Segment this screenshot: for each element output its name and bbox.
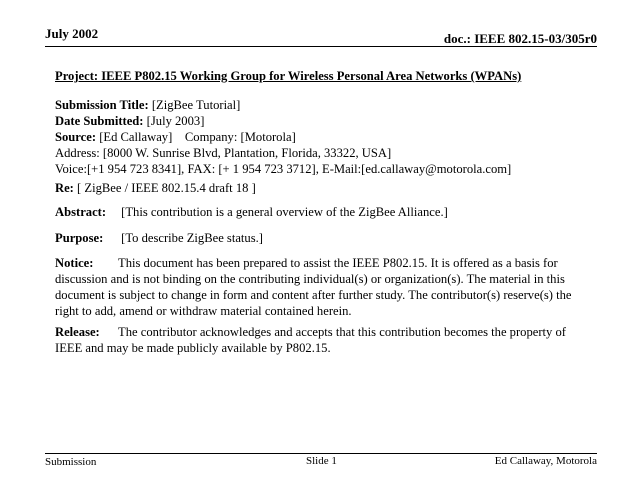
notice-block bbox=[55, 255, 585, 319]
project-title: Project: IEEE P802.15 Working Group for Wireless Personal Area Networks (WPANs) bbox=[55, 69, 522, 83]
purpose-row bbox=[55, 230, 585, 246]
release-label: Release: bbox=[55, 325, 100, 339]
release-block bbox=[55, 324, 585, 356]
footer-rule bbox=[45, 453, 597, 454]
abstract-row bbox=[55, 204, 585, 220]
contact-row: Voice:[+1 954 723 8341], FAX: [+ 1 954 723 3712], E-Mail:[ed.callaway@motorola.com] bbox=[55, 162, 512, 176]
date-submitted-value: [July 2003] bbox=[146, 114, 205, 128]
notice-label: Notice: bbox=[55, 256, 94, 270]
purpose-label: Purpose: bbox=[55, 231, 104, 245]
submission-title-label: Submission Title: bbox=[55, 98, 149, 112]
footer-left: Submission bbox=[45, 456, 97, 468]
header-rule bbox=[45, 46, 597, 47]
address-row: Address: [8000 W. Sunrise Blvd, Plantation, Florida, 33322, USA] bbox=[55, 146, 392, 160]
source-row bbox=[55, 129, 585, 145]
notice-text: This document has been prepared to assist the IEEE P802.15. It is offered as a basis for discussion and is not binding on the contributing individual(s) or organization(s). The material in this document is subject to change in form and content after further study. The contributor(s) reserve(s) the right to add, amend or withdraw material contained herein. bbox=[55, 256, 572, 318]
date-submitted-row bbox=[55, 113, 585, 129]
re-row bbox=[55, 180, 585, 196]
submission-title-value: [ZigBee Tutorial] bbox=[151, 98, 241, 112]
header-doc-id: doc.: IEEE 802.15-03/305r0 bbox=[443, 31, 597, 46]
abstract-text: [This contribution is a general overview of the ZigBee Alliance.] bbox=[121, 205, 448, 219]
source-value: [Ed Callaway] Company: [Motorola] bbox=[99, 130, 296, 144]
abstract-label: Abstract: bbox=[55, 205, 107, 219]
date-submitted-label: Date Submitted: bbox=[55, 114, 144, 128]
release-text: The contributor acknowledges and accepts that this contribution becomes the property of IEEE and may be made publicly available by P802.15. bbox=[55, 325, 566, 355]
header-date: July 2002 bbox=[45, 26, 99, 41]
submission-block bbox=[55, 97, 585, 196]
purpose-text: [To describe ZigBee status.] bbox=[121, 231, 263, 245]
source-label: Source: bbox=[55, 130, 97, 144]
re-value: [ ZigBee / IEEE 802.15.4 draft 18 ] bbox=[77, 181, 256, 195]
re-label: Re: bbox=[55, 181, 74, 195]
submission-title-row bbox=[55, 97, 585, 113]
footer-author: Ed Callaway, Motorola bbox=[494, 455, 597, 467]
footer-slide-number: Slide 1 bbox=[306, 455, 337, 467]
